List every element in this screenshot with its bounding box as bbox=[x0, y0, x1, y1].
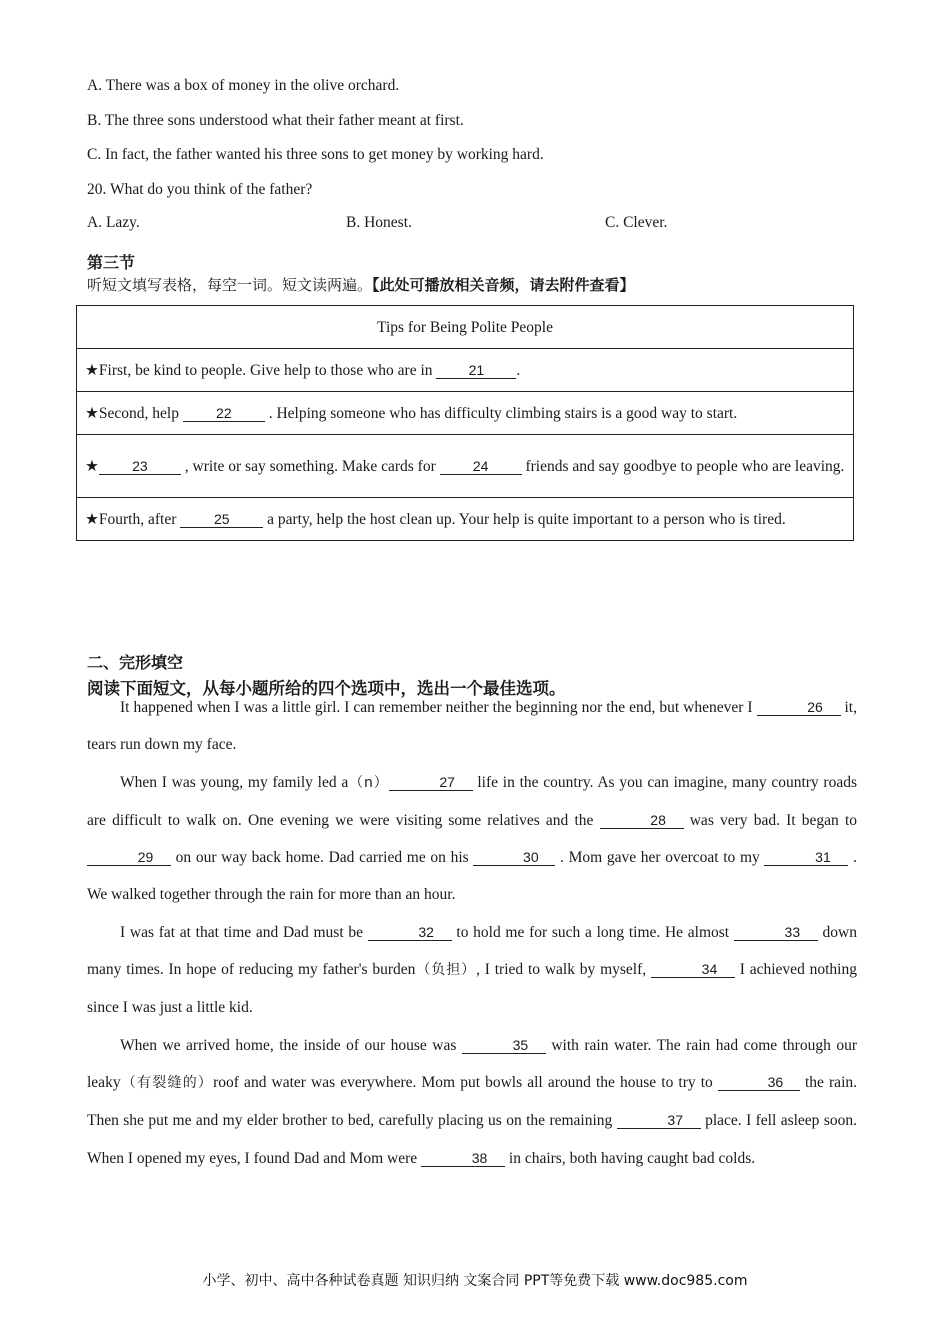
tips-table bbox=[76, 305, 854, 541]
p4-text-4: the rain. Then she put me and my elder brother to bed, carefully placing us on the remaining bbox=[87, 1073, 857, 1130]
blank-26[interactable]: 26 bbox=[757, 699, 841, 716]
p2-note: （n） bbox=[348, 774, 389, 791]
p4-text-3: roof and water was everywhere. Mom put bowls all around the house to try to bbox=[213, 1073, 718, 1091]
row2-text: ★Second, help bbox=[85, 404, 183, 422]
p2-text-4: on our way back home. Dad carried me on his bbox=[171, 849, 474, 867]
part2-instruction: 阅读下面短文，从每小题所给的四个选项中，选出一个最佳选项。 bbox=[87, 679, 566, 698]
blank-36[interactable]: 36 bbox=[718, 1074, 800, 1091]
q20-option-b: B. Honest. bbox=[346, 214, 412, 231]
row3-text: , write or say something. Make cards for bbox=[180, 457, 440, 475]
table-row-1 bbox=[77, 349, 854, 392]
p2-text-1: When I was young, my family led a bbox=[120, 773, 349, 791]
row2-text-end: . Helping someone who has difficulty climbing stairs is a good way to start. bbox=[264, 404, 738, 422]
row4-text: ★Fourth, after bbox=[85, 510, 181, 528]
passage-paragraph-4 bbox=[87, 1027, 857, 1177]
p3-text-1: I was fat at that time and Dad must be bbox=[120, 923, 368, 941]
blank-21[interactable]: 21 bbox=[436, 362, 516, 379]
row3-text-end: friends and say goodbye to people who are leaving. bbox=[521, 457, 845, 475]
blank-22[interactable]: 22 bbox=[183, 405, 265, 422]
p4-text-5: place. I fell asleep soon. When I opened my eyes, I found Dad and Mom were bbox=[87, 1112, 857, 1167]
blank-32[interactable]: 32 bbox=[368, 924, 452, 941]
blank-27[interactable]: 27 bbox=[389, 774, 473, 791]
p2-text-6: . We walked together through the rain for more than an hour. bbox=[87, 849, 858, 904]
p3-text-4: , I tried to walk by myself, bbox=[476, 961, 651, 979]
audio-note: 【此处可播放相关音频，请去附件查看】 bbox=[372, 276, 635, 294]
row3-star: ★ bbox=[85, 457, 99, 475]
section3-instruction-text: 听短文填写表格，每空一词。短文读两遍。 bbox=[87, 276, 373, 294]
p2-text-3: was very bad. It began to bbox=[683, 811, 858, 829]
passage-paragraph-2 bbox=[87, 764, 857, 914]
section3-heading: 第三节 bbox=[87, 253, 136, 272]
table-title: Tips for Being Polite People bbox=[77, 306, 854, 349]
p3-note: （负担） bbox=[415, 962, 477, 979]
row1-text-end: . bbox=[516, 361, 521, 379]
blank-23[interactable]: 23 bbox=[99, 458, 181, 475]
passage-paragraph-3 bbox=[87, 914, 857, 1027]
q19-option-b: B. The three sons understood what their father meant at first. bbox=[87, 112, 464, 129]
section3-instruction bbox=[87, 274, 635, 295]
p1-text-1: It happened when I was a little girl. I can remember neither the beginning nor the end, but whenever I bbox=[120, 699, 757, 716]
q20-option-a: A. Lazy. bbox=[87, 214, 140, 231]
part2-heading: 二、完形填空 bbox=[87, 653, 184, 672]
cloze-passage bbox=[87, 689, 857, 1177]
blank-29[interactable]: 29 bbox=[87, 849, 171, 866]
p3-text-2: to hold me for such a long time. He almost bbox=[451, 923, 734, 941]
blank-24[interactable]: 24 bbox=[440, 458, 522, 475]
q19-option-a: A. There was a box of money in the olive orchard. bbox=[87, 77, 400, 94]
p4-text-1: When we arrived home, the inside of our house was bbox=[120, 1036, 462, 1054]
blank-35[interactable]: 35 bbox=[462, 1037, 546, 1054]
passage-paragraph-1 bbox=[87, 689, 857, 764]
table-row-3 bbox=[77, 435, 854, 498]
q20-question: 20. What do you think of the father? bbox=[87, 181, 313, 198]
p3-text-5: I achieved nothing since I was just a little kid. bbox=[87, 961, 857, 1017]
blank-25[interactable]: 25 bbox=[180, 511, 263, 528]
q19-option-c: C. In fact, the father wanted his three sons to get money by working hard. bbox=[87, 146, 544, 163]
table-row-2 bbox=[77, 392, 854, 435]
row4-text-end: a party, help the host clean up. Your help is quite important to a person who is tired. bbox=[263, 510, 786, 528]
table-row-4 bbox=[77, 498, 854, 541]
p1-text-2: it, tears run down my face. bbox=[87, 699, 857, 754]
page-footer: 小学、初中、高中各种试卷真题 知识归纳 文案合同 PPT等免费下载 www.doc985.com bbox=[202, 1273, 748, 1289]
p4-text-2: with rain water. The rain had come through our leaky bbox=[87, 1036, 857, 1091]
blank-33[interactable]: 33 bbox=[734, 924, 818, 941]
row1-text: ★First, be kind to people. Give help to those who are in bbox=[85, 361, 437, 379]
blank-34[interactable]: 34 bbox=[651, 961, 735, 978]
p4-note: （有裂缝的） bbox=[120, 1074, 214, 1091]
q20-options bbox=[87, 214, 887, 234]
q20-option-c: C. Clever. bbox=[605, 214, 668, 231]
blank-31[interactable]: 31 bbox=[764, 849, 848, 866]
p4-text-6: in chairs, both having caught bad colds. bbox=[505, 1149, 756, 1167]
blank-37[interactable]: 37 bbox=[617, 1112, 701, 1129]
blank-28[interactable]: 28 bbox=[600, 812, 684, 829]
blank-30[interactable]: 30 bbox=[473, 849, 555, 866]
p3-text-3: down many times. In hope of reducing my father's burden bbox=[87, 923, 857, 979]
p2-text-5: . Mom gave her overcoat to my bbox=[555, 849, 765, 867]
blank-38[interactable]: 38 bbox=[421, 1150, 505, 1167]
p2-text-2: life in the country. As you can imagine, many country roads are difficult to walk on. One evening we were visiting some relatives and the bbox=[87, 773, 858, 829]
